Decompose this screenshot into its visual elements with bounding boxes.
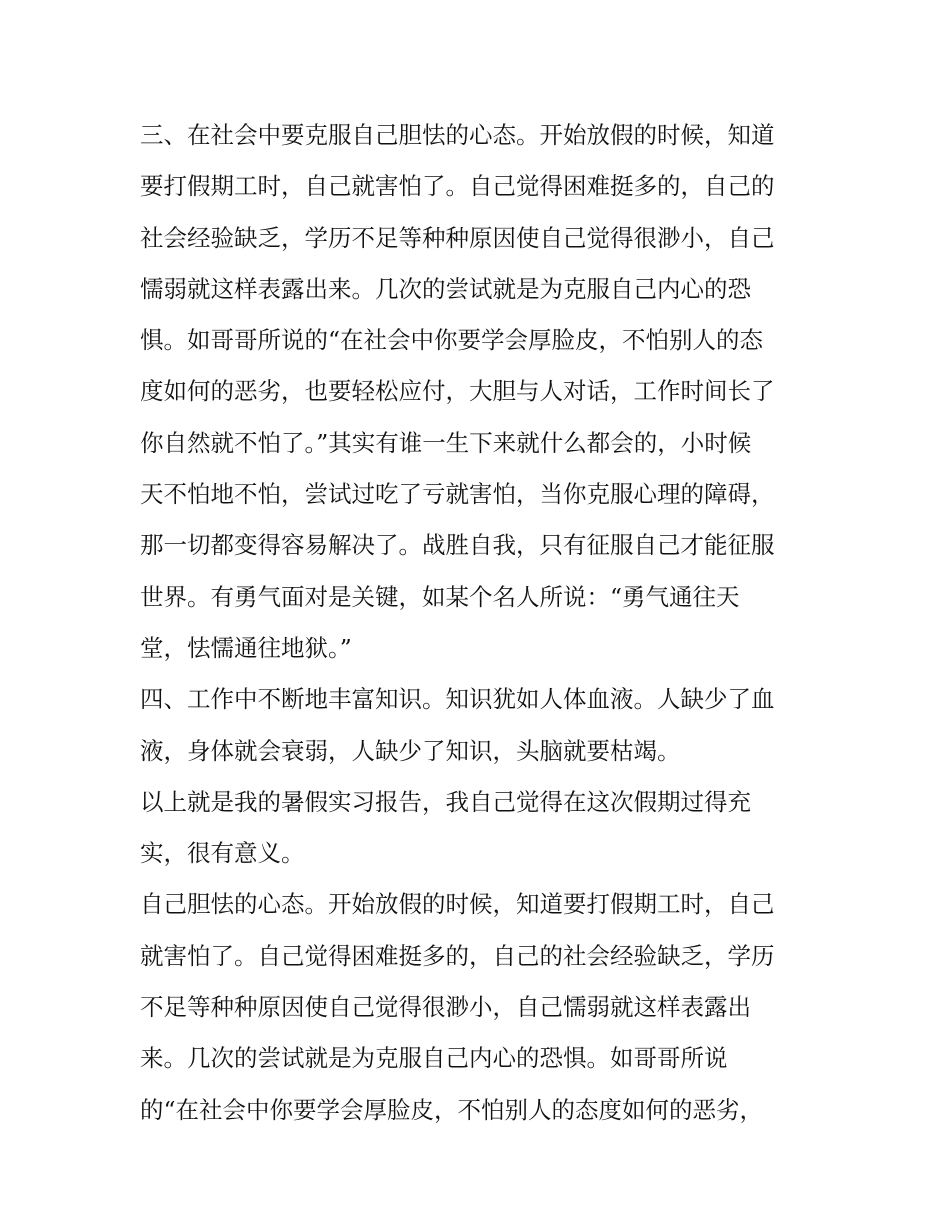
document-body bbox=[140, 110, 820, 1136]
text-line: 堂，怯懦通往地狱。” bbox=[140, 633, 352, 662]
text-line: 以上就是我的暑假实习报告，我自己觉得在这次假期过得充 bbox=[140, 787, 751, 816]
text-line: 不足等种种原因使自己觉得很渺小，自己懦弱就这样表露出 bbox=[140, 993, 751, 1022]
text-line: 实，很有意义。 bbox=[140, 839, 305, 868]
text-line: 液，身体就会衰弱，人缺少了知识，头脑就要枯竭。 bbox=[140, 736, 681, 765]
text-line: 懦弱就这样表露出来。几次的尝试就是为克服自己内心的恐 bbox=[140, 274, 751, 303]
text-line: 自己胆怯的心态。开始放假的时候，知道要打假期工时，自己 bbox=[140, 890, 775, 919]
text-line: 就害怕了。自己觉得困难挺多的，自己的社会经验缺乏，学历 bbox=[140, 941, 775, 970]
text-line: 世界。有勇气面对是关键，如某个名人所说：“勇气通往天 bbox=[140, 582, 740, 611]
text-line: 你自然就不怕了。”其实有谁一生下来就什么都会的，小时候 bbox=[140, 428, 752, 457]
text-line: 要打假期工时，自己就害怕了。自己觉得困难挺多的，自己的 bbox=[140, 172, 775, 201]
text-line: 四、工作中不断地丰富知识。知识犹如人体血液。人缺少了血 bbox=[140, 685, 775, 714]
text-line: 的“在社会中你要学会厚脸皮，不怕别人的态度如何的恶劣， bbox=[140, 1095, 764, 1124]
text-line: 社会经验缺乏，学历不足等种种原因使自己觉得很渺小，自己 bbox=[140, 223, 775, 252]
text-line: 天不怕地不怕，尝试过吃了亏就害怕，当你克服心理的障碍， bbox=[140, 480, 775, 509]
text-line: 那一切都变得容易解决了。战胜自我，只有征服自己才能征服 bbox=[140, 531, 775, 560]
text-line: 度如何的恶劣，也要轻松应付，大胆与人对话，工作时间长了 bbox=[140, 377, 775, 406]
text-line: 三、在社会中要克服自己胆怯的心态。开始放假的时候，知道 bbox=[140, 121, 775, 149]
text-line: 来。几次的尝试就是为克服自己内心的恐惧。如哥哥所说 bbox=[140, 1044, 728, 1073]
text-line: 惧。如哥哥所说的“在社会中你要学会厚脸皮，不怕别人的态 bbox=[140, 326, 764, 355]
